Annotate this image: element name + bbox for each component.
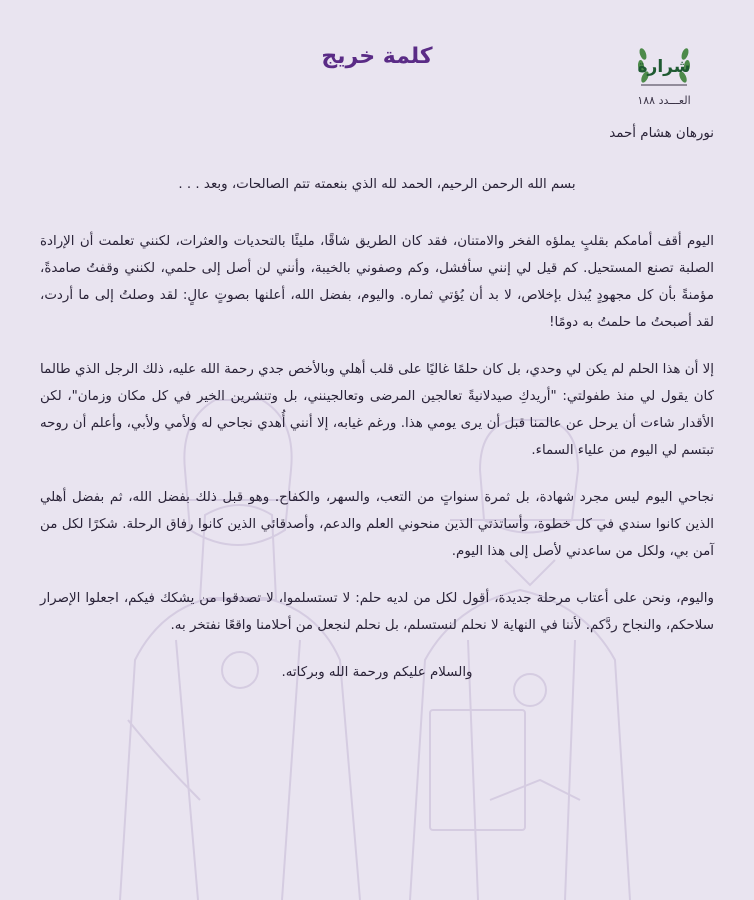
logo-wordmark: شرارة (637, 57, 691, 77)
issue-label: العـــدد ١٨٨ (637, 94, 691, 107)
closing-line: والسلام عليكم ورحمة الله وبركاته. (281, 665, 473, 680)
page-title: كلمة خريج (321, 44, 433, 69)
paragraph-2: إلا أن هذا الحلم لم يكن لي وحدي، بل كان حلمًا غاليًا على قلب أهلي وبالأخص جدي رحمة الله عليه، ذلك الرجل الذي طالما كان يقول لي منذ طفولتي: "أريدكِ صيدلانيةً تعالجين المرضى وتعالجينني، بل وتنشرين الخير في كل مكان وزمان"، لكن الأقدار شاءت أن يرحل عن عالمنا قبل أن يرى يومي هذا. ورغم غيابه، إلا أنني أُهدي نجاحي له ولأمي ولأبي، وأعلم أن روحه تبتسم لي اليوم من علياء السماء. (40, 362, 714, 458)
paragraph-3: نجاحي اليوم ليس مجرد شهادة، بل ثمرة سنواتٍ من التعب، والسهر، والكفاح. وهو قبل ذلك بفضل الله، ثم بفضل أهلي الذين كانوا سندي في كل خطوة، وأساتذتي الذين منحوني العلم والدعم، وأصدقائي الذين كانوا رفاق الرحلة. شكرًا لكل من آمن بي، ولكل من ساعدني لأصل إلى هذا اليوم. (40, 490, 714, 559)
author-name: نورهان هشام أحمد (609, 126, 714, 141)
basmala-line: بسم الله الرحمن الرحيم، الحمد لله الذي بنعمته تتم الصالحات، وبعد . . . (178, 177, 576, 192)
article-body (40, 120, 714, 699)
paragraph-4: واليوم، ونحن على أعتاب مرحلة جديدة، أقول لكل من لديه حلم: لا تستسلموا، لا تصدقوا من يشكك فيكم، اجعلوا الإصرار سلاحكم، والنجاح ردَّكم. لأننا في النهاية لا نحلم لنستسلم، بل نحلم لنجعل من أحلامنا واقعًا نفتخر به. (40, 591, 714, 633)
paragraph-1: اليوم أقف أمامكم بقلبٍ يملؤه الفخر والامتنان، فقد كان الطريق شاقًا، مليئًا بالتحديات والعثرات، لكنني تعلمت أن الإرادة الصلبة تصنع المستحيل. كم قيل لي إنني سأفشل، وكم وصفوني بالخيبة، وأنني لن أصل إلى حلمي، لكنني وقفتُ صامدةً، مؤمنةً بأن كل مجهودٍ يُبذل بإخلاص، لا بد أن يُؤتي ثماره. واليوم، بفضل الله، أعلنها بصوتٍ عالٍ: لقد وصلتُ إلى ما أردت، لقد أصبحتُ ما حلمتُ به دومًا! (40, 234, 714, 330)
